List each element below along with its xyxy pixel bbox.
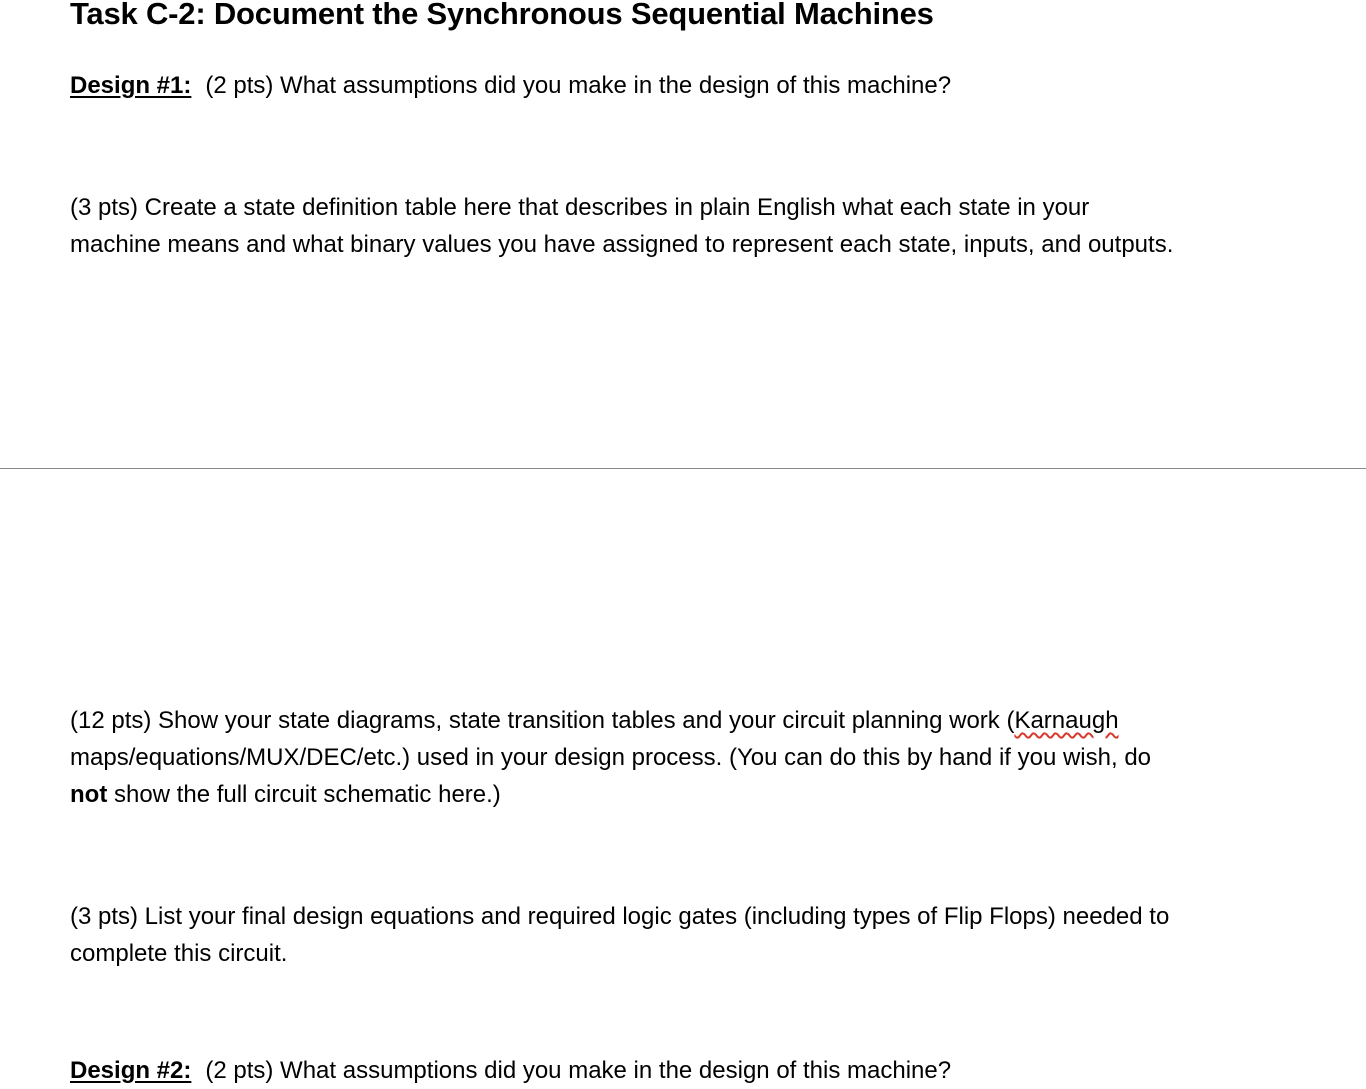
design1-assumptions-text: (2 pts) What assumptions did you make in the design of this machine? xyxy=(205,72,952,99)
design1-equations-line2: complete this circuit. xyxy=(70,940,288,967)
design1-label: Design #1: xyxy=(70,72,192,99)
design1-diagrams-line3: show the full circuit schematic here.) xyxy=(107,781,501,808)
design1-diagrams-emphasis: not xyxy=(70,781,108,808)
page-break-divider xyxy=(0,468,1366,469)
design1-diagrams-paragraph xyxy=(70,702,1270,813)
design2-label: Design #2: xyxy=(70,1057,192,1084)
design1-assumptions-paragraph xyxy=(70,67,1270,104)
design2-assumptions-text: (2 pts) What assumptions did you make in the design of this machine? xyxy=(205,1057,952,1084)
design1-diagrams-line2: maps/equations/MUX/DEC/etc.) used in your design process. (You can do this by hand if you wish, do xyxy=(70,744,1152,771)
page-title: Task C-2: Document the Synchronous Sequential Machines xyxy=(70,0,934,31)
design1-diagrams-line1: (12 pts) Show your state diagrams, state transition tables and your circuit planning work ( xyxy=(70,707,1015,734)
design1-equations-paragraph xyxy=(70,898,1270,972)
design1-state-table-line1: (3 pts) Create a state definition table here that describes in plain English what each state in your xyxy=(70,194,1090,221)
design1-equations-line1: (3 pts) List your final design equations and required logic gates (including types of Flip Flops) needed to xyxy=(70,903,1170,930)
spellcheck-flagged-word[interactable]: Karnaugh xyxy=(1014,707,1119,734)
design2-assumptions-paragraph xyxy=(70,1052,1270,1089)
design1-state-table-line2: machine means and what binary values you have assigned to represent each state, inputs, and outputs. xyxy=(70,231,1174,258)
design1-state-table-paragraph xyxy=(70,189,1270,263)
